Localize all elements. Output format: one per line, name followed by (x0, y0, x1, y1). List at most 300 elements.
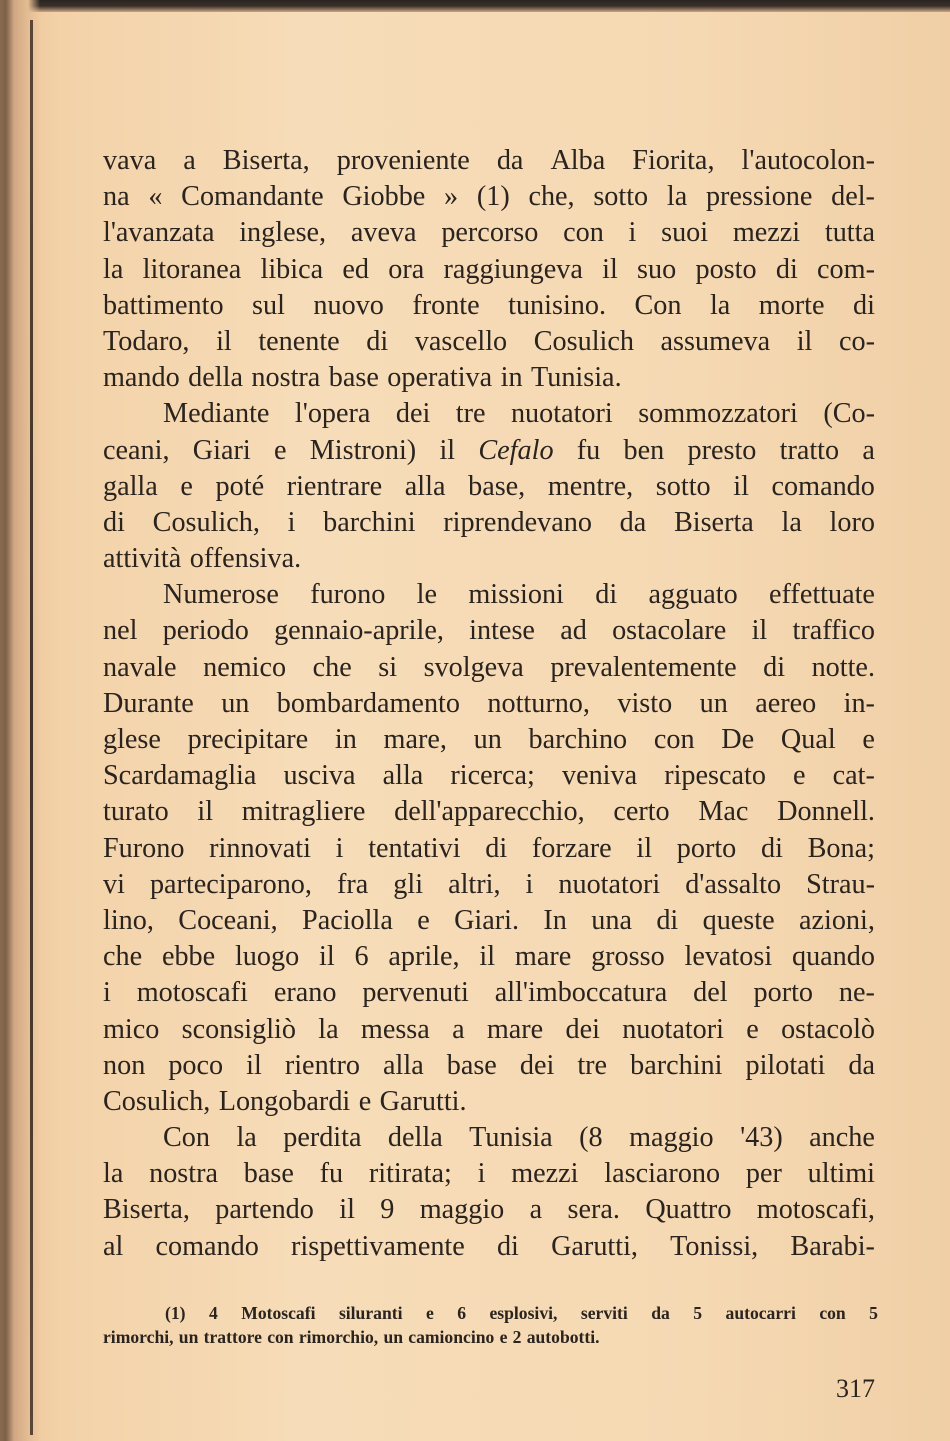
body-word: In (543, 904, 567, 936)
body-word: Tunisia. (531, 362, 622, 394)
body-word: erano (273, 977, 337, 1009)
page-top-edge (0, 0, 950, 12)
body-word: perdita (283, 1122, 362, 1154)
body-word: maggio (419, 1194, 505, 1226)
body-word: dei (395, 398, 431, 430)
body-word: nuotatori (558, 868, 661, 900)
body-word: notte. (811, 651, 875, 683)
body-word: a (452, 1013, 465, 1045)
body-word: Paciolla (302, 904, 393, 936)
body-word: traffico (792, 615, 875, 647)
body-word: mezzi (511, 1158, 579, 1190)
body-word: effettuate (769, 579, 875, 611)
body-line (103, 179, 875, 215)
body-word: gennaio-aprile, (274, 615, 444, 647)
body-line (103, 758, 875, 794)
body-word: il (602, 253, 618, 285)
body-line (103, 143, 875, 179)
body-word: di (496, 1230, 519, 1262)
body-word: messa (360, 1013, 430, 1045)
body-word: Bona; (807, 832, 875, 864)
book-spine-line (30, 20, 33, 1435)
body-word: sera. (567, 1194, 620, 1226)
body-word: poté (215, 470, 265, 502)
body-line (103, 1229, 875, 1265)
body-word: l'autocolon- (741, 145, 875, 176)
body-word: di (366, 325, 389, 357)
body-word: in- (843, 687, 875, 719)
body-word: rinnovati (209, 832, 311, 864)
body-word: Barabi- (790, 1230, 875, 1262)
footnote-word: autobotti. (526, 1327, 600, 1347)
body-word: aprile, (388, 941, 460, 973)
page-number: 317 (836, 1374, 875, 1403)
body-word: di (656, 904, 679, 936)
footnote-word: Motoscafi (241, 1303, 316, 1323)
body-word: mando (103, 362, 180, 394)
body-word: alla (382, 760, 424, 792)
body-word: il (751, 615, 768, 647)
body-word: Giari (192, 434, 251, 466)
body-word: del (693, 977, 728, 1009)
footnote-word: 2 (512, 1327, 522, 1347)
body-word: che (103, 941, 143, 973)
body-word: gli (393, 868, 424, 900)
body-word: altri, (448, 868, 501, 900)
body-word: navale (103, 651, 177, 683)
body-line (103, 939, 875, 975)
footnote-word: un (383, 1327, 404, 1347)
footnote (103, 1301, 878, 1349)
footnote-word: trattore (203, 1327, 262, 1347)
body-word: azioni, (798, 904, 875, 936)
body-word: (8 (579, 1122, 603, 1154)
body-word: sconsigliò (181, 1013, 296, 1045)
body-word: Tonissi, (670, 1230, 759, 1262)
body-word: ora (388, 253, 425, 285)
body-line (103, 794, 875, 830)
body-word: un (699, 687, 728, 719)
body-word: un (473, 724, 502, 755)
body-word: Biserta (673, 506, 754, 538)
footnote-word: e (499, 1327, 508, 1347)
body-word: all'imboccatura (494, 977, 668, 1009)
body-word: attività (103, 543, 182, 575)
body-word: Furono (103, 832, 185, 864)
body-word: di (103, 506, 125, 538)
body-word: base (243, 1158, 294, 1190)
body-line (103, 324, 875, 360)
body-line (103, 686, 875, 722)
body-word: alla (404, 470, 446, 502)
body-word: per (745, 1158, 782, 1190)
body-word: levatosi (684, 941, 773, 973)
body-line (103, 288, 875, 324)
body-word: certo (613, 796, 670, 828)
body-word: veniva (561, 760, 638, 792)
body-word: Cosulich (533, 325, 634, 357)
body-word: ultimi (807, 1158, 875, 1190)
body-word: parteciparono, (149, 868, 312, 900)
body-word: mezzi (732, 217, 801, 249)
footnote-word: con (819, 1303, 846, 1323)
body-word: di (485, 832, 508, 864)
footnote-word: 4 (208, 1303, 218, 1323)
body-word: Strau- (806, 868, 875, 900)
body-line (103, 1084, 875, 1120)
body-word: furono (310, 579, 386, 611)
body-word: Numerose (163, 579, 279, 611)
body-word: di (760, 832, 783, 864)
body-word: sommozzatori (638, 398, 798, 430)
body-word: dei (565, 1013, 600, 1045)
body-word: offensiva. (189, 543, 302, 575)
body-word: '43) (740, 1122, 783, 1154)
body-word: Donnell. (777, 796, 875, 828)
body-word: Qual (780, 724, 836, 755)
body-word: d'assalto (685, 868, 782, 900)
body-word: la (236, 1122, 257, 1154)
body-word: a (862, 434, 875, 466)
body-word: intese (469, 615, 535, 647)
body-word: Cosulich, (103, 1085, 211, 1117)
body-word: nuotatori (622, 1013, 724, 1045)
body-word: percorso (441, 217, 539, 249)
body-word: forzare (531, 832, 612, 864)
body-word: rispettivamente (291, 1230, 465, 1262)
body-word: mare, (383, 724, 447, 755)
body-word: lino, (103, 904, 154, 936)
body-word: di (763, 651, 786, 683)
body-word: vava (103, 145, 157, 176)
body-word: litoranea (142, 253, 242, 285)
body-line (103, 360, 875, 396)
body-word: la (781, 506, 802, 538)
body-word: Durante (103, 687, 194, 719)
body-word: precipitare (187, 724, 309, 755)
body-word: nemico (203, 651, 287, 683)
body-word: vi (103, 868, 125, 900)
body-word: Longobardi (218, 1085, 351, 1117)
footnote-word: serviti (580, 1303, 628, 1323)
body-word: il (339, 1194, 355, 1226)
body-word: ed (342, 253, 369, 285)
body-word: Garutti. (379, 1085, 467, 1117)
body-word: rientrare (286, 470, 383, 502)
body-line (103, 722, 875, 758)
body-word: luogo (234, 941, 300, 973)
body-line (103, 1156, 875, 1192)
body-word: Quattro (645, 1194, 732, 1226)
body-word: aveva (350, 217, 417, 249)
body-word: Biserta, (222, 145, 310, 176)
body-word: notturno, (487, 687, 590, 719)
body-word: maggio (629, 1122, 714, 1154)
body-word: barchino (528, 724, 628, 755)
body-line (103, 613, 875, 649)
body-word: con (653, 724, 695, 755)
body-word: sotto (593, 181, 649, 213)
body-word: morte (758, 289, 825, 321)
body-line (103, 215, 875, 251)
body-word: ceani, (103, 434, 170, 466)
body-word: assumeva (660, 325, 771, 357)
body-word: che (312, 651, 352, 683)
body-word: ebbe (161, 941, 216, 973)
body-word: galla (103, 470, 158, 502)
body-word: Giobbe (342, 181, 426, 213)
body-word: i (525, 868, 534, 900)
body-word: il (796, 325, 813, 357)
body-word: mare (486, 1013, 544, 1045)
body-word: motoscafi (136, 977, 248, 1009)
body-word: fu (319, 1158, 344, 1190)
body-word: operativa (387, 362, 493, 394)
body-word: i (628, 217, 637, 249)
body-word: Todaro, (103, 325, 190, 357)
body-word: da (496, 145, 524, 176)
body-word: mare (514, 941, 572, 973)
body-word: ritirata; (368, 1158, 452, 1190)
body-word: Mistroni) (309, 434, 417, 466)
body-word: Garutti, (551, 1230, 638, 1262)
body-word: alla (383, 1049, 424, 1081)
footnote-word: un (178, 1327, 199, 1347)
body-line (103, 831, 875, 867)
body-word: e (273, 434, 287, 466)
body-word: fronte (412, 289, 480, 321)
body-word: tutta (824, 217, 875, 249)
body-word: base (446, 1049, 497, 1081)
body-word: ben (623, 434, 665, 466)
body-word: mico (103, 1013, 160, 1045)
body-word: ripescato (664, 760, 766, 792)
body-word: Con (163, 1122, 210, 1154)
body-word: (Co- (823, 398, 875, 430)
body-word: Coceani, (178, 904, 278, 936)
footnote-word: rimorchi, (103, 1327, 174, 1347)
body-word: le (416, 579, 438, 611)
footnote-word: autocarri (725, 1303, 796, 1323)
body-word: da (619, 506, 647, 538)
body-word: anche (809, 1122, 875, 1154)
body-word: lasciarono (604, 1158, 721, 1190)
body-word: della (387, 1122, 443, 1154)
body-line (103, 1012, 875, 1048)
body-word: i (287, 506, 296, 538)
body-word: battimento (103, 289, 224, 321)
body-word: fu (576, 434, 601, 466)
body-line (103, 903, 875, 939)
footnote-word: con (267, 1327, 294, 1347)
body-word: nostra (251, 362, 321, 394)
body-word: (1) (476, 181, 510, 213)
body-word: e (793, 760, 806, 792)
body-text (103, 143, 875, 1265)
body-word: nostra (149, 1158, 218, 1190)
body-word: Scardamaglia (103, 760, 257, 792)
body-word: il (216, 325, 232, 357)
body-line (103, 650, 875, 686)
body-word: turato (103, 796, 169, 828)
body-word: e (180, 470, 193, 502)
body-word: mitragliere (241, 796, 366, 828)
body-word: co- (838, 325, 875, 357)
body-word: la (103, 253, 124, 285)
body-word: ostacolare (612, 615, 727, 647)
body-word: raggiungeva (443, 253, 583, 285)
body-word: 9 (380, 1194, 395, 1226)
body-word: si (378, 651, 398, 683)
body-word: al (103, 1230, 124, 1262)
footnote-word: 6 (457, 1303, 466, 1323)
body-word: Mac (698, 796, 749, 828)
body-word: di (852, 289, 875, 321)
body-word: i (335, 832, 344, 864)
body-word: barchini (323, 506, 416, 538)
footnote-word: da (651, 1303, 670, 1323)
body-word: da (848, 1049, 875, 1081)
body-word: che, (528, 181, 575, 213)
body-word: tentativi (368, 832, 461, 864)
body-word: barchini (630, 1049, 723, 1081)
body-word: e (417, 904, 430, 936)
footnote-word: 5 (869, 1303, 878, 1323)
body-line (103, 505, 875, 541)
body-word: comando (155, 1230, 259, 1262)
body-word: non (103, 1049, 146, 1081)
body-word: De (721, 724, 755, 755)
body-word: ricerca; (450, 760, 535, 792)
body-word: con (563, 217, 604, 249)
body-word: l'avanzata (103, 217, 215, 249)
body-word: sul (252, 289, 285, 321)
body-word: la (103, 1158, 124, 1190)
body-word: queste (702, 904, 775, 936)
body-word: presto (687, 434, 757, 466)
body-word: comando (771, 470, 875, 502)
body-word: la (666, 181, 688, 213)
body-word: Cefalo (478, 434, 554, 466)
body-word: base (328, 362, 379, 394)
body-word: in (334, 724, 357, 755)
body-word: missioni (468, 579, 564, 611)
body-word: tenente (258, 325, 340, 357)
body-word: della (188, 362, 243, 394)
body-word: i (477, 1158, 486, 1190)
body-word: svolgeva (423, 651, 524, 683)
body-word: » (444, 181, 459, 213)
body-word: il (197, 796, 214, 828)
body-word: quando (791, 941, 875, 973)
body-word: poco (168, 1049, 224, 1081)
body-word: 6 (354, 941, 369, 973)
body-word: i (103, 977, 111, 1009)
body-word: nuotatori (510, 398, 613, 430)
body-word: na (103, 181, 130, 213)
body-line (103, 577, 875, 613)
body-word: e (358, 1085, 372, 1117)
body-word: tunisino. (508, 289, 607, 321)
body-word: ad (560, 615, 587, 647)
body-word: il (246, 1049, 262, 1081)
footnote-word: siluranti (338, 1303, 403, 1323)
body-word: bombardamento (276, 687, 460, 719)
body-word: porto (676, 832, 737, 864)
body-word: Fiorita, (632, 145, 715, 176)
body-word: il (636, 832, 653, 864)
body-word: il (479, 941, 496, 973)
body-word: ne- (838, 977, 875, 1009)
body-word: rientro (284, 1049, 360, 1081)
footnote-word: esplosivi, (489, 1303, 558, 1323)
body-word: un (221, 687, 250, 719)
body-word: del- (831, 181, 875, 213)
body-word: nel (103, 615, 138, 647)
body-word: l'opera (294, 398, 371, 430)
body-word: dell'apparecchio, (394, 796, 585, 828)
body-word: inglese, (239, 217, 327, 249)
body-word: fra (336, 868, 369, 900)
body-word: partendo (215, 1194, 314, 1226)
body-line (103, 975, 875, 1011)
body-word: tre (455, 398, 486, 430)
body-word: dei (519, 1049, 555, 1081)
body-word: nuovo (313, 289, 384, 321)
body-word: Alba (550, 145, 606, 176)
body-word: il (319, 941, 335, 973)
body-word: Con (634, 289, 682, 321)
body-word: grosso (591, 941, 665, 973)
body-word: il (733, 470, 749, 502)
body-word: usciva (283, 760, 356, 792)
footnote-word: e (425, 1303, 434, 1323)
body-line (103, 867, 875, 903)
body-word: e (862, 724, 875, 755)
body-word: e (746, 1013, 759, 1045)
body-word: suoi (661, 217, 709, 249)
body-word: tratto (779, 434, 840, 466)
body-word: periodo (162, 615, 249, 647)
footnote-line (103, 1301, 878, 1325)
body-word: tre (577, 1049, 608, 1081)
body-line (103, 1048, 875, 1084)
body-word: Cosulich, (152, 506, 260, 538)
body-word: posto (695, 253, 757, 285)
body-word: vascello (414, 325, 508, 357)
body-word: riprendevano (443, 506, 592, 538)
body-word: aereo (755, 687, 817, 719)
body-word: pervenuti (362, 977, 469, 1009)
body-line (103, 541, 875, 577)
body-word: di (775, 253, 798, 285)
body-word: agguato (648, 579, 738, 611)
footnote-line (103, 1325, 878, 1349)
body-word: motoscafi, (756, 1194, 875, 1226)
body-line (103, 252, 875, 288)
book-spine-shadow (0, 0, 40, 1441)
body-line (103, 433, 875, 469)
body-word: prevalentemente (550, 651, 737, 683)
body-word: mentre, (547, 470, 634, 502)
body-word: cat- (832, 760, 875, 792)
body-word: il (439, 434, 456, 466)
body-word: pilotati (745, 1049, 826, 1081)
body-word: sotto (655, 470, 711, 502)
body-line (103, 1192, 875, 1228)
body-word: la (318, 1013, 339, 1045)
body-word: Tunisia (469, 1122, 553, 1154)
